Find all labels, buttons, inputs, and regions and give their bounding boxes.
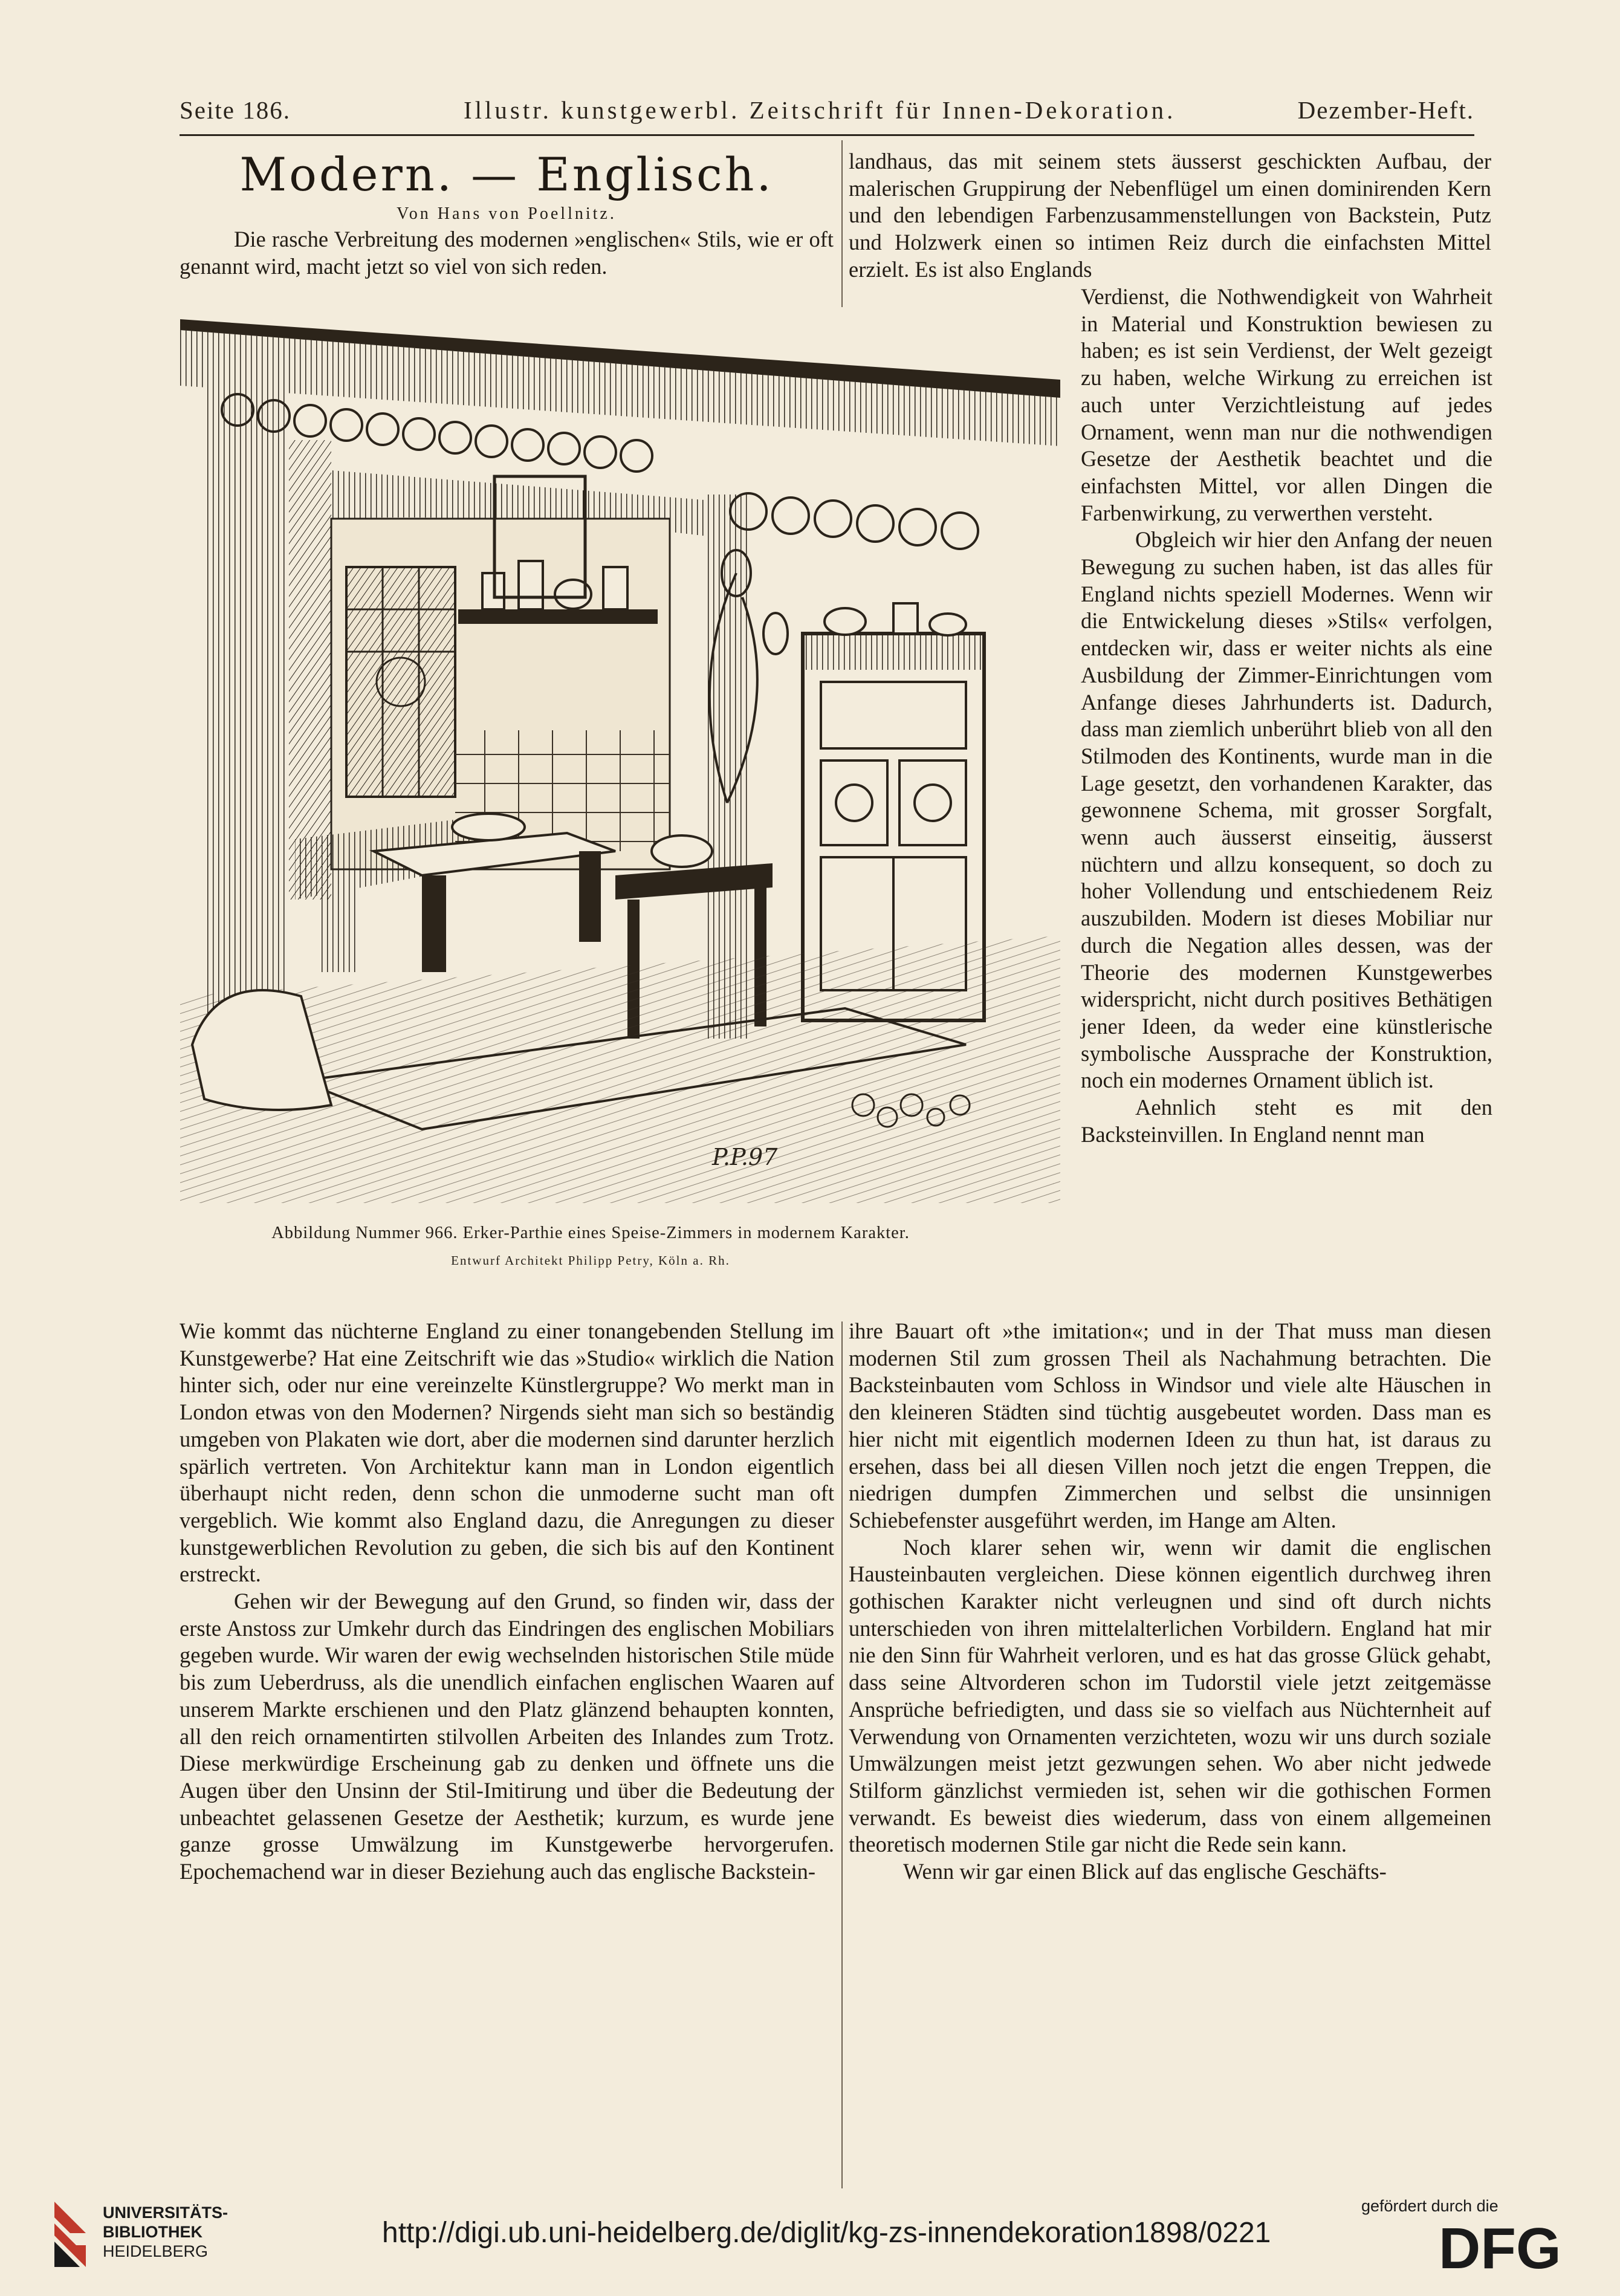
left-column-bottom-text	[180, 1318, 834, 1886]
paragraph: Obgleich wir hier den Anfang der neuen Bewegung zu suchen haben, ist das alles für England nichts speziell Modernes. Wenn wir die Entwickelung dieses »Stils« verfolgen, entdecken wir, dass er weiter nichts als eine Ausbildung der Zimmer-Einrichtungen vom Anfange dieses Jahrhunderts ist. Dadurch, dass man ziemlich unberührt blieb von all den Stilmoden des Kontinents, wurde man in die Lage gesetzt, den vorhandenen Karakter, das gewonnene Schema, mit grosser Sorgfalt, wenn auch äusserst einseitig, äusserst nüchtern und allzu konsequent, so doch zu hoher Vollendung und entschiedenem Reiz auszubilden. Modern ist dieses Mobiliar nur durch die Negation alles dessen, was der Theorie des modernen Kunstgewerbes widerspricht, nicht durch positives Bethätigen jener Ideen, da weder eine künstlerische symbolische Aussprache der Konstruktion, noch ein modernes Ornament üblich ist.	[1081, 527, 1492, 1093]
figure-credit: Entwurf Architekt Philipp Petry, Köln a. Rh.	[451, 1253, 730, 1268]
column-divider-bottom	[841, 1321, 843, 2188]
issue-label: Dezember-Heft.	[1297, 96, 1474, 124]
digitization-footer	[0, 2190, 1620, 2296]
paragraph: Wie kommt das nüchterne England zu einer tonangebenden Stellung im Kunstgewerbe? Hat eine Zeitschrift wie das »Studio« wirklich die Nation hinter sich, oder nur eine vereinzelte Künstlergruppe? Wo merkt man in London etwas von den Modernen? Nirgends sieht man sich so beständig umgeben von Plakaten wie dort, aber die modernen sind darunter herzlich spärlich vertreten. Von Architektur kann man in London eigentlich überhaupt nicht reden, denn schon die unmoderne sucht man oft vergeblich. Wie kommt also England dazu, die Anregungen zu dieser kunstgewerblichen Revolution zu geben, die sich bis auf den Kontinent erstreckt.	[180, 1318, 834, 1587]
paragraph: Wenn wir gar einen Blick auf das englische Geschäfts-	[903, 1859, 1387, 1884]
artist-signature: P.P.97	[712, 1144, 778, 1170]
university-library-logo	[48, 2196, 92, 2273]
paragraph: Verdienst, die Nothwendigkeit von Wahrheit in Material und Konstruktion bewiesen zu haben; es ist sein Verdienst, der Welt gezeigt zu haben, welche Wirkung zu erreichen ist auch unter Verzichtleistung auf jedes Ornament, wenn man nur die nothwendigen Gesetze der Aesthetik beachtet und die einfachsten Mittel, vor allen Dingen die Farbenwirkung, zu verwerthen versteht.	[1081, 284, 1492, 525]
library-name	[103, 2203, 228, 2261]
intro-paragraph: Die rasche Verbreitung des modernen »englischen« Stils, wie er oft genannt wird, macht jetzt so viel von sich reden.	[180, 227, 834, 279]
right-column-bottom-text	[849, 1318, 1491, 1886]
library-name-line: HEIDELBERG	[103, 2242, 209, 2260]
source-url-link[interactable]: http://digi.ub.uni-heidelberg.de/diglit/kg-zs-innendekoration1898/0221	[382, 2217, 1271, 2249]
right-column-narrow-text	[1081, 284, 1492, 1149]
paragraph: ihre Bauart oft »the imitation«; und in der That muss man diesen modernen Stil zum grossen Theil als Nachahmung betrachten. Die Backsteinbauten vom Schloss in Windsor und viele alte Häuschen in den kleineren Städten sind tüchtig ausgebeutet worden. Dass man es hier nicht mit eigentlich modernen Ideen zu thun hat, ist daraus zu ersehen, dass bei all diesen Villen noch jetzt die engen Treppen, die niedrigen dumpfen Zimmerchen und selbst die unsinnigen Schiebefenster ausgeführt werden, im Hange am Alten.	[849, 1318, 1491, 1532]
page-number: Seite 186.	[180, 96, 291, 124]
dfg-logo-text: DFG	[1439, 2220, 1561, 2274]
library-name-line: UNIVERSITÄTS-	[103, 2204, 228, 2222]
paragraph: Gehen wir der Bewegung auf den Grund, so finden wir, dass der erste Anstoss zur Umkehr durch das Eindringen des englischen Mobiliars gegeben wurde. Wir waren der ewig wechselnden historischen Stile müde bis zum Ueberdruss, als die unendlich einfachen englischen Waaren auf unserem Markte erschienen und den Platz glänzend behaupten konnten, all den reich ornamentirten stilvollen Arbeiten des Inlandes zum Trotz. Diese merkwürdige Erscheinung gab zu denken und öffnete uns die Augen über den Unsinn der Stil-Imitirung und über die Bedeutung der unbeachtet gelassenen Gesetze der Aesthetik; kurzum, es wurde jene ganze grosse Umwälzung im Kunstgewerbe hervorgerufen. Epochemachend war in dieser Beziehung auch das englische Backstein-	[180, 1589, 834, 1884]
column-divider-top	[841, 140, 843, 307]
paragraph: Aehnlich steht es mit den Backsteinvillen. In England nennt man	[1081, 1095, 1492, 1147]
article-title: Modern. — Englisch.	[239, 148, 774, 201]
article-byline: Von Hans von Poellnitz.	[397, 204, 617, 223]
header-rule	[180, 134, 1474, 136]
right-column-top-paragraph: landhaus, das mit seinem stets äusserst geschickten Aufbau, der malerischen Gruppirung der Nebenflügel um einen dominirenden Kern und den lebendigen Farbenzusammenstellungen von Backstein, Putz und Holzwerk einen so intimen Reiz durch die einfachsten Mittel erzielt. Es ist also Englands	[849, 149, 1491, 282]
dfg-logo	[1439, 2220, 1599, 2274]
journal-title: Illustr. kunstgewerbl. Zeitschrift für Innen-Dekoration.	[464, 96, 1176, 124]
running-head	[180, 96, 1474, 132]
dining-room-illustration	[180, 319, 1060, 1203]
paragraph: Noch klarer sehen wir, wenn wir damit die englischen Hausteinbauten vergleichen. Diese können eigentlich durchweg ihren gothischen Karakter nicht verleugnen und sind oft durch nichts unterschieden von ihren mittelalterlichen Vorbildern. England hat mir nie den Sinn für Wahrheit verloren, und es hat das grosse Glück gehabt, dass seine Altvorderen schon im Tudorstil viele jetzt zeitgemässe Ansprüche befriedigten, und dass sie so vielfach aus Nüchternheit auf Verwendung von Ornamenten verzichteten, wozu wir uns durch soziale Umwälzungen meist jetzt gezwungen sehen. Wo aber nicht jedwede Stilform gänzlichst vermieden ist, sehen wir die gothischen Formen verwandt. Es beweist dies wiederum, dass von einem allgemeinen theoretisch modernen Stile gar nicht die Rede sein kann.	[849, 1534, 1491, 1857]
figure-caption: Abbildung Nummer 966. Erker-Parthie eines Speise-Zimmers in modernem Karakter.	[271, 1224, 910, 1242]
library-name-line: BIBLIOTHEK	[103, 2223, 202, 2241]
funding-note: gefördert durch die	[1361, 2197, 1498, 2215]
